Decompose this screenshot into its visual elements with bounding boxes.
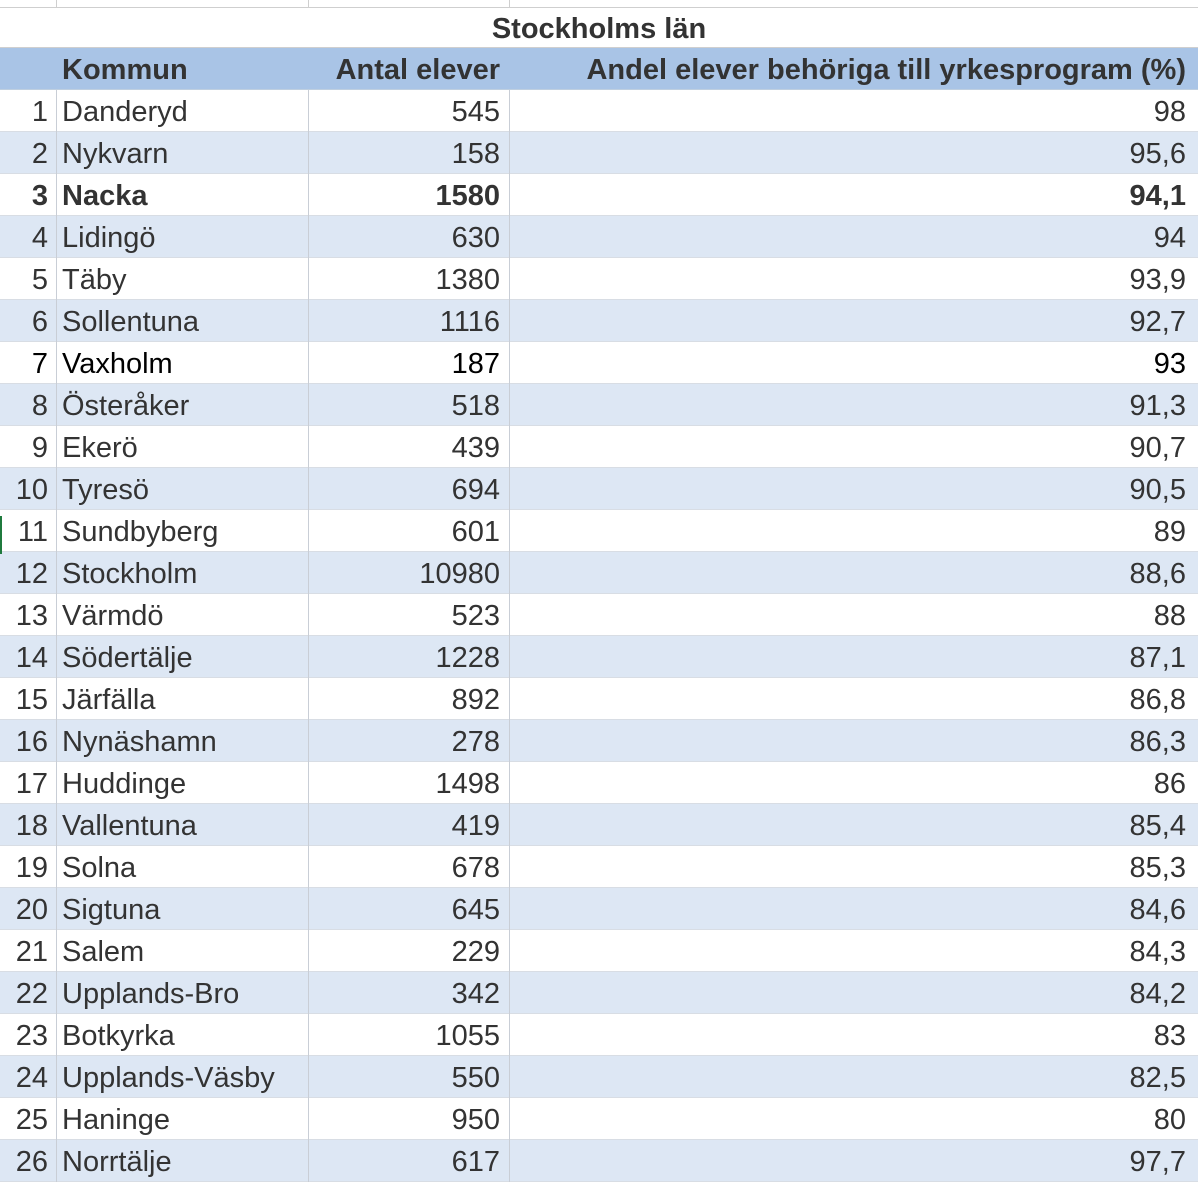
andel-behoriga-cell[interactable]: 80 — [1153, 1104, 1186, 1136]
rank-cell[interactable]: 4 — [31, 222, 48, 254]
andel-behoriga-cell[interactable]: 86,8 — [1129, 684, 1186, 716]
kommun-cell[interactable]: Upplands-Bro — [62, 978, 240, 1010]
column-separator — [509, 552, 510, 594]
column-separator — [308, 1056, 309, 1098]
column-separator — [56, 636, 57, 678]
andel-behoriga-cell[interactable]: 82,5 — [1129, 1062, 1186, 1094]
column-separator — [56, 888, 57, 930]
column-separator — [509, 1056, 510, 1098]
rank-cell[interactable]: 18 — [15, 810, 48, 842]
header-rank[interactable] — [0, 48, 48, 90]
kommun-cell[interactable]: Vaxholm — [62, 348, 173, 380]
column-separator — [308, 846, 309, 888]
kommun-cell[interactable]: Salem — [62, 936, 145, 968]
andel-behoriga-cell[interactable]: 84,2 — [1129, 978, 1186, 1010]
rank-cell[interactable]: 3 — [31, 180, 48, 212]
column-separator — [509, 300, 510, 342]
table-row[interactable] — [0, 132, 1198, 174]
andel-behoriga-cell[interactable]: 90,5 — [1129, 474, 1186, 506]
column-separator — [308, 300, 309, 342]
column-separator — [56, 342, 57, 384]
kommun-cell[interactable]: Värmdö — [62, 600, 164, 632]
table-row[interactable] — [0, 300, 1198, 342]
table-row[interactable] — [0, 90, 1198, 132]
kommun-cell[interactable]: Upplands-Väsby — [62, 1062, 275, 1094]
column-separator — [308, 384, 309, 426]
antal-elever-cell[interactable]: 1116 — [439, 306, 500, 338]
column-separator — [509, 426, 510, 468]
rank-cell[interactable]: 15 — [15, 684, 48, 716]
column-separator — [56, 762, 57, 804]
column-separator — [56, 426, 57, 468]
antal-elever-cell[interactable]: 1498 — [435, 768, 500, 800]
kommun-cell[interactable]: Solna — [62, 852, 137, 884]
table-row[interactable] — [0, 426, 1198, 468]
antal-elever-cell[interactable]: 645 — [451, 894, 500, 926]
rank-cell[interactable]: 24 — [15, 1062, 48, 1094]
column-separator — [308, 678, 309, 720]
kommun-cell[interactable]: Tyresö — [62, 474, 150, 506]
rank-cell[interactable]: 20 — [15, 894, 48, 926]
kommun-cell[interactable]: Ekerö — [62, 432, 138, 464]
selection-marker — [0, 516, 2, 554]
column-separator — [56, 468, 57, 510]
rank-cell[interactable]: 26 — [15, 1146, 48, 1178]
andel-behoriga-cell[interactable]: 91,3 — [1129, 390, 1186, 422]
andel-behoriga-cell[interactable]: 88,6 — [1129, 558, 1186, 590]
column-separator — [56, 972, 57, 1014]
column-separator — [308, 1140, 309, 1182]
column-separator — [509, 384, 510, 426]
antal-elever-cell[interactable]: 278 — [451, 726, 500, 758]
andel-behoriga-cell[interactable]: 94 — [1153, 222, 1186, 254]
column-separator — [56, 1098, 57, 1140]
column-separator — [308, 174, 309, 216]
table-row[interactable] — [0, 510, 1198, 552]
column-separator — [308, 132, 309, 174]
rank-cell[interactable]: 21 — [15, 936, 48, 968]
column-separator — [509, 804, 510, 846]
header-andel-behoriga[interactable]: Andel elever behöriga till yrkesprogram (%) — [586, 54, 1186, 86]
kommun-cell[interactable]: Nynäshamn — [62, 726, 217, 758]
column-separator — [56, 258, 57, 300]
column-separator — [509, 972, 510, 1014]
antal-elever-cell[interactable]: 158 — [451, 138, 500, 170]
column-separator — [509, 216, 510, 258]
table-row[interactable] — [0, 1140, 1198, 1182]
antal-elever-cell[interactable]: 678 — [451, 852, 500, 884]
andel-behoriga-cell[interactable]: 86,3 — [1129, 726, 1186, 758]
antal-elever-cell[interactable]: 892 — [451, 684, 500, 716]
kommun-cell[interactable]: Österåker — [62, 390, 190, 422]
andel-behoriga-cell[interactable]: 92,7 — [1129, 306, 1186, 338]
column-separator — [509, 720, 510, 762]
column-separator — [509, 594, 510, 636]
kommun-cell[interactable]: Vallentuna — [62, 810, 197, 842]
rank-cell[interactable]: 22 — [15, 978, 48, 1010]
column-separator — [509, 174, 510, 216]
table-row[interactable] — [0, 216, 1198, 258]
column-separator — [56, 1014, 57, 1056]
table-row[interactable] — [0, 846, 1198, 888]
column-separator — [308, 720, 309, 762]
antal-elever-cell[interactable]: 545 — [451, 96, 500, 128]
column-separator — [308, 888, 309, 930]
column-separator — [308, 636, 309, 678]
antal-elever-cell[interactable]: 187 — [451, 348, 500, 380]
column-separator — [308, 216, 309, 258]
column-separator — [308, 1098, 309, 1140]
antal-elever-cell[interactable]: 950 — [451, 1104, 500, 1136]
table-row[interactable] — [0, 888, 1198, 930]
column-separator — [56, 174, 57, 216]
antal-elever-cell[interactable]: 694 — [451, 474, 500, 506]
table-row[interactable] — [0, 930, 1198, 972]
table-row[interactable] — [0, 1098, 1198, 1140]
antal-elever-cell[interactable]: 550 — [451, 1062, 500, 1094]
table-row[interactable] — [0, 762, 1198, 804]
column-separator — [308, 90, 309, 132]
kommun-cell[interactable]: Norrtälje — [62, 1146, 172, 1178]
table-row[interactable] — [0, 678, 1198, 720]
rank-cell[interactable]: 11 — [17, 516, 48, 548]
antal-elever-cell[interactable]: 1580 — [435, 180, 500, 212]
column-separator — [509, 1014, 510, 1056]
column-separator — [509, 1098, 510, 1140]
andel-behoriga-cell[interactable]: 89 — [1153, 516, 1186, 548]
andel-behoriga-cell[interactable]: 90,7 — [1129, 432, 1186, 464]
antal-elever-cell[interactable]: 523 — [451, 600, 500, 632]
column-separator — [308, 510, 309, 552]
column-separator — [56, 678, 57, 720]
table-title: Stockholms län — [491, 13, 707, 45]
kommun-cell[interactable]: Lidingö — [62, 222, 156, 254]
column-separator — [509, 258, 510, 300]
kommun-cell[interactable]: Haninge — [62, 1104, 171, 1136]
table-row[interactable] — [0, 384, 1198, 426]
antal-elever-cell[interactable]: 1055 — [435, 1020, 500, 1052]
andel-behoriga-cell[interactable]: 93,9 — [1129, 264, 1186, 296]
column-separator — [308, 594, 309, 636]
column-separator — [509, 636, 510, 678]
andel-behoriga-cell[interactable]: 88 — [1153, 600, 1186, 632]
rank-cell[interactable]: 23 — [15, 1020, 48, 1052]
kommun-cell[interactable]: Sundbyberg — [62, 516, 219, 548]
andel-behoriga-cell[interactable]: 84,6 — [1129, 894, 1186, 926]
column-separator — [308, 426, 309, 468]
table-row[interactable] — [0, 1056, 1198, 1098]
grid-line — [509, 0, 510, 8]
column-separator — [56, 216, 57, 258]
rank-cell[interactable]: 9 — [31, 432, 48, 464]
kommun-cell[interactable]: Stockholm — [62, 558, 198, 590]
antal-elever-cell[interactable]: 342 — [451, 978, 500, 1010]
rank-cell[interactable]: 8 — [31, 390, 48, 422]
column-separator — [56, 1056, 57, 1098]
andel-behoriga-cell[interactable]: 97,7 — [1129, 1146, 1186, 1178]
grid-line — [56, 0, 57, 8]
table-row[interactable] — [0, 972, 1198, 1014]
column-separator — [509, 342, 510, 384]
column-separator — [509, 930, 510, 972]
andel-behoriga-cell[interactable]: 83 — [1153, 1020, 1186, 1052]
column-separator — [509, 468, 510, 510]
rank-cell[interactable]: 13 — [15, 600, 48, 632]
column-separator — [56, 594, 57, 636]
column-separator — [308, 972, 309, 1014]
antal-elever-cell[interactable]: 229 — [451, 936, 500, 968]
column-separator — [509, 90, 510, 132]
table-row[interactable] — [0, 552, 1198, 594]
rank-cell[interactable]: 14 — [15, 642, 48, 674]
andel-behoriga-cell[interactable]: 95,6 — [1129, 138, 1186, 170]
antal-elever-cell[interactable]: 439 — [451, 432, 500, 464]
kommun-cell[interactable]: Danderyd — [62, 96, 188, 128]
column-separator — [56, 510, 57, 552]
column-separator — [56, 132, 57, 174]
column-separator — [509, 762, 510, 804]
column-separator — [308, 930, 309, 972]
column-separator — [308, 342, 309, 384]
table-row[interactable] — [0, 636, 1198, 678]
table-row[interactable] — [0, 258, 1198, 300]
andel-behoriga-cell[interactable]: 86 — [1153, 768, 1186, 800]
antal-elever-cell[interactable]: 10980 — [419, 558, 500, 590]
header-kommun[interactable]: Kommun — [62, 54, 188, 86]
column-separator — [509, 678, 510, 720]
column-separator — [509, 888, 510, 930]
antal-elever-cell[interactable]: 518 — [451, 390, 500, 422]
column-separator — [308, 552, 309, 594]
andel-behoriga-cell[interactable]: 93 — [1153, 348, 1186, 380]
antal-elever-cell[interactable]: 419 — [451, 810, 500, 842]
grid-line — [308, 0, 309, 8]
column-separator — [56, 846, 57, 888]
column-separator — [308, 804, 309, 846]
andel-behoriga-cell[interactable]: 94,1 — [1129, 180, 1186, 212]
table-row[interactable] — [0, 468, 1198, 510]
column-separator — [56, 552, 57, 594]
antal-elever-cell[interactable]: 630 — [451, 222, 500, 254]
header-antal-elever[interactable]: Antal elever — [335, 54, 500, 86]
table-row[interactable] — [0, 594, 1198, 636]
rank-cell[interactable]: 6 — [31, 306, 48, 338]
kommun-cell[interactable]: Sigtuna — [62, 894, 161, 926]
rank-cell[interactable]: 25 — [15, 1104, 48, 1136]
kommun-cell[interactable]: Södertälje — [62, 642, 193, 674]
kommun-cell[interactable]: Nykvarn — [62, 138, 169, 170]
rank-cell[interactable]: 5 — [31, 264, 48, 296]
rank-cell[interactable]: 19 — [15, 852, 48, 884]
column-separator — [308, 258, 309, 300]
rank-cell[interactable]: 10 — [15, 474, 48, 506]
table-row[interactable] — [0, 804, 1198, 846]
andel-behoriga-cell[interactable]: 87,1 — [1129, 642, 1186, 674]
column-separator — [56, 90, 57, 132]
table-row[interactable] — [0, 174, 1198, 216]
column-separator — [56, 1140, 57, 1182]
header-row[interactable] — [0, 48, 1198, 90]
rank-cell[interactable]: 2 — [31, 138, 48, 170]
andel-behoriga-cell[interactable]: 84,3 — [1129, 936, 1186, 968]
kommun-cell[interactable]: Sollentuna — [62, 306, 200, 338]
table-row[interactable] — [0, 720, 1198, 762]
kommun-cell[interactable]: Huddinge — [62, 768, 187, 800]
table-row[interactable] — [0, 342, 1198, 384]
column-separator — [56, 720, 57, 762]
antal-elever-cell[interactable]: 601 — [451, 516, 500, 548]
antal-elever-cell[interactable]: 617 — [451, 1146, 500, 1178]
grid-top-strip — [0, 0, 1198, 8]
column-separator — [56, 804, 57, 846]
rank-cell[interactable]: 7 — [31, 348, 48, 380]
column-separator — [509, 846, 510, 888]
andel-behoriga-cell[interactable]: 98 — [1153, 96, 1186, 128]
andel-behoriga-cell[interactable]: 85,3 — [1129, 852, 1186, 884]
rank-cell[interactable]: 1 — [31, 96, 48, 128]
kommun-cell[interactable]: Järfälla — [62, 684, 156, 716]
andel-behoriga-cell[interactable]: 85,4 — [1129, 810, 1186, 842]
table-row[interactable] — [0, 1014, 1198, 1056]
column-separator — [56, 300, 57, 342]
column-separator — [308, 468, 309, 510]
column-separator — [509, 510, 510, 552]
antal-elever-cell[interactable]: 1228 — [435, 642, 500, 674]
column-separator — [509, 1140, 510, 1182]
column-separator — [308, 762, 309, 804]
rank-cell[interactable]: 12 — [15, 558, 48, 590]
kommun-cell[interactable]: Täby — [62, 264, 127, 296]
kommun-cell[interactable]: Nacka — [62, 180, 148, 212]
rank-cell[interactable]: 16 — [15, 726, 48, 758]
title-row[interactable] — [0, 8, 1198, 48]
kommun-cell[interactable]: Botkyrka — [62, 1020, 175, 1052]
column-separator — [56, 384, 57, 426]
column-separator — [509, 132, 510, 174]
rank-cell[interactable]: 17 — [15, 768, 48, 800]
antal-elever-cell[interactable]: 1380 — [435, 264, 500, 296]
column-separator — [308, 1014, 309, 1056]
column-separator — [56, 930, 57, 972]
